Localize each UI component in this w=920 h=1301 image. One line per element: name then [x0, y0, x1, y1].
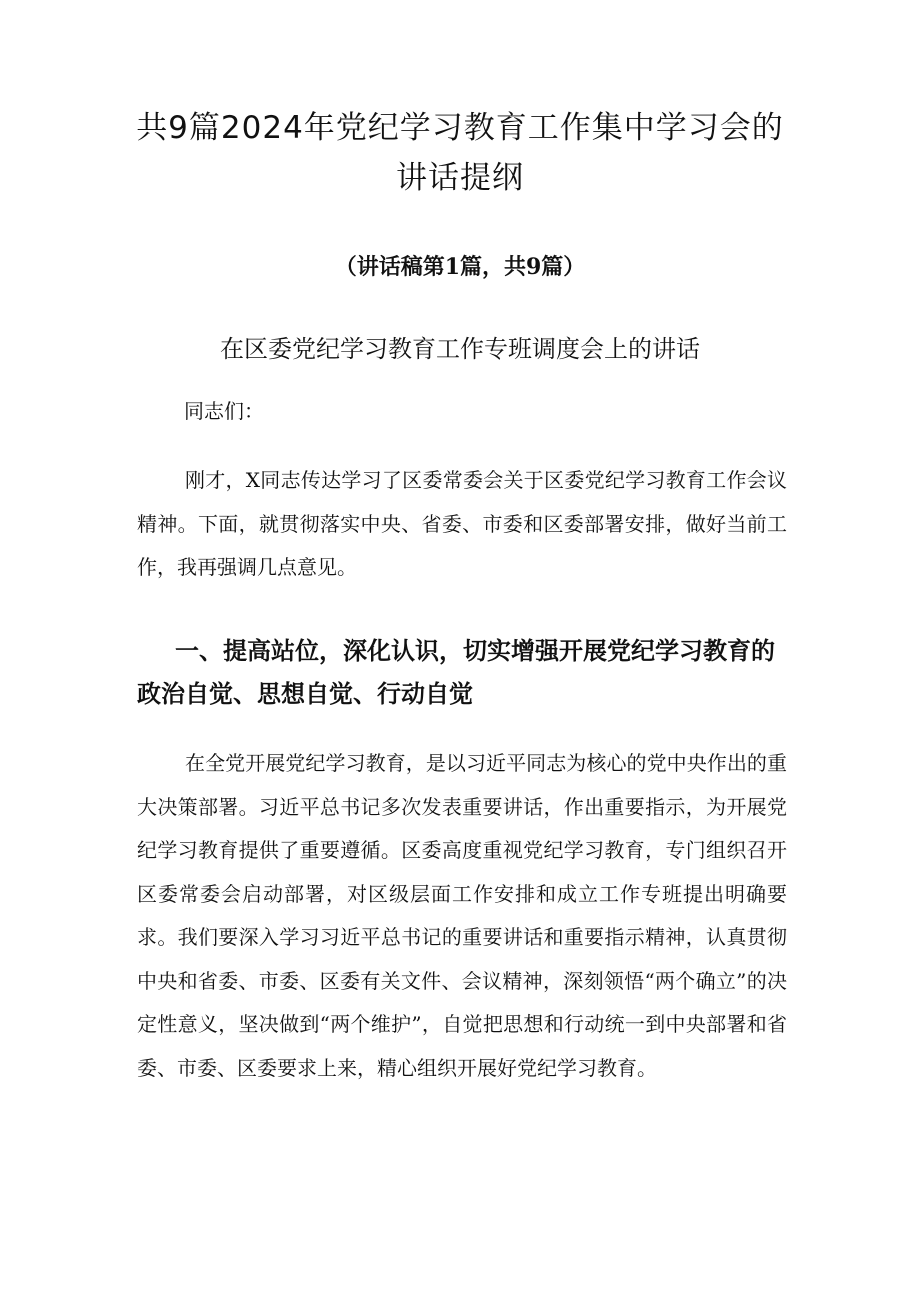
document-title: 共9篇2024年党纪学习教育工作集中学习会的讲话提纲: [136, 110, 784, 196]
section-heading: 一、提高站位，深化认识，切实增强开展党纪学习教育的政治自觉、思想自觉、行动自觉: [137, 637, 775, 708]
paragraph-intro: 刚才，X同志传达学习了区委常委会关于区委党纪学习教育工作会议精神。下面，就贯彻落实中央、省委、市委和区委部署安排，做好当前工作，我再强调几点意见。: [137, 468, 787, 579]
salutation: 同志们：: [184, 399, 264, 423]
document-subtitle: （讲话稿第1篇，共9篇）: [334, 254, 586, 280]
paragraph-body: 在全党开展党纪学习教育，是以习近平同志为核心的党中央作出的重大决策部署。习近平总书记多次发表重要讲话，作出重要指示，为开展党纪学习教育提供了重要遵循。区委高度重视党纪学习教育，专门组织召开区委常委会启动部署，对区级层面工作安排和成立工作专班提出明确要求。我们要深入学习习近平总书记的重要讲话和重要指示精神，认真贯彻中央和省委、市委、区委有关文件、会议精神，深刻领悟“两个确立”的决定性意义，坚决做到“两个维护”，自觉把思想和行动统一到中央部署和省委、市委、区委要求上来，精心组织开展好党纪学习教育。: [137, 751, 787, 1080]
speech-title: 在区委党纪学习教育工作专班调度会上的讲话: [220, 335, 700, 363]
